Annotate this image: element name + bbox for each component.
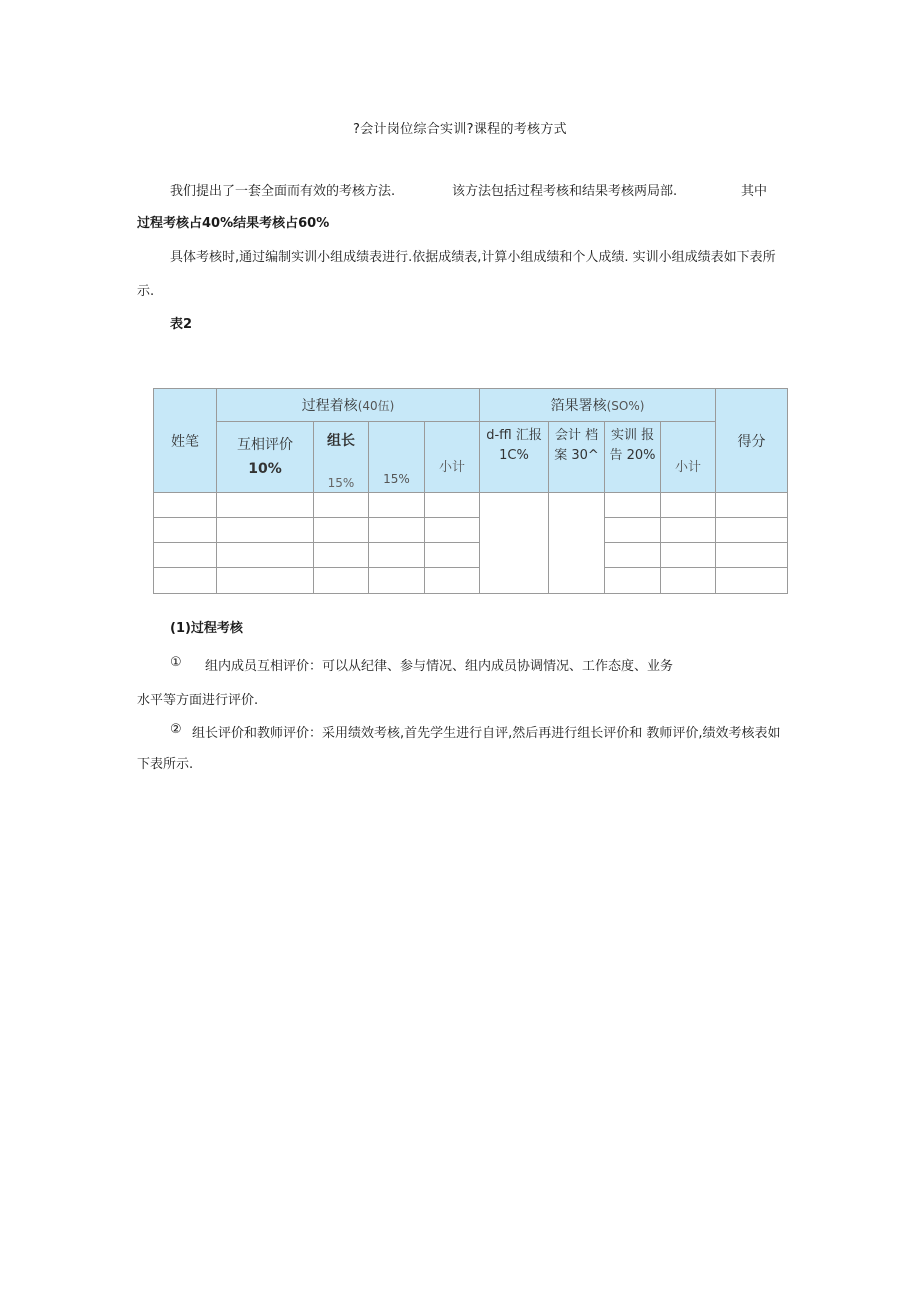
para1-part-b: 该方法包括过程考核和结果考核两局部. [452, 184, 678, 199]
table-cell[interactable] [605, 543, 661, 568]
leader-weight: 15% [327, 476, 355, 490]
report-label-line1: d-ffl 汇报 [486, 428, 542, 443]
table-cell[interactable] [154, 543, 217, 568]
process-group-label: 过程着核 [301, 398, 358, 414]
table-cell[interactable] [716, 518, 788, 543]
result-group-label: 箔果署核 [550, 398, 607, 414]
col4-header [369, 422, 425, 493]
table-cell[interactable] [314, 518, 369, 543]
table-cell[interactable] [154, 518, 217, 543]
archive-header [549, 422, 605, 493]
para1-line2: 过程考核占40%结果考核占60% [137, 216, 330, 231]
table-cell[interactable] [605, 518, 661, 543]
item2-marker: ② [170, 722, 182, 737]
training-report-line2: 告 20% [609, 448, 656, 463]
para1-part-c: 其中 [741, 184, 768, 199]
result-group-weight: (SO%) [606, 399, 645, 413]
table-cell[interactable] [154, 568, 217, 594]
table-cell[interactable] [661, 493, 716, 518]
table-cell[interactable] [217, 493, 314, 518]
table-cell[interactable] [425, 568, 480, 594]
table-row [154, 543, 788, 568]
peer-eval-weight: 10% [248, 461, 282, 477]
result-subtotal-label: 小计 [675, 460, 702, 475]
item2-line1: 组长评价和教师评价：采用绩效考核,首先学生进行自评,然后再进行组长评价和 教师评价,绩效考核表如 [192, 726, 781, 741]
process-group-header [217, 389, 480, 422]
item1-line1: 组内成员互相评价：可以从纪律、参与情况、组内成员协调情况、工作态度、业务 [205, 659, 674, 674]
process-subtotal-header [425, 422, 480, 493]
table-cell[interactable] [369, 543, 425, 568]
item1-line2: 水平等方面进行评价. [137, 693, 259, 708]
table-cell[interactable] [716, 493, 788, 518]
result-subtotal-header [661, 422, 716, 493]
table-cell[interactable] [217, 518, 314, 543]
table-cell[interactable] [661, 518, 716, 543]
process-subtotal-label: 小计 [439, 460, 466, 475]
peer-eval-label: 互相评价 [237, 437, 293, 453]
table-caption: 表2 [170, 317, 193, 332]
table-row [154, 568, 788, 594]
group-score-table [153, 388, 788, 594]
table-cell[interactable] [661, 543, 716, 568]
col4-weight: 15% [383, 472, 410, 486]
training-report-header [605, 422, 661, 493]
table-cell-merged[interactable] [549, 493, 605, 594]
table-cell[interactable] [661, 568, 716, 594]
table-cell[interactable] [314, 543, 369, 568]
archive-label-line2: 案 30^ [554, 448, 599, 463]
peer-eval-header [217, 422, 314, 493]
leader-header [314, 422, 369, 493]
para2-line1: 具体考核时,通过编制实训小组成绩表进行.依据成绩表,计算小组成绩和个人成绩. 实训小组成绩表如下表所 [170, 250, 776, 265]
para2-line2: 示. [137, 284, 155, 299]
item1-marker: ① [170, 655, 182, 670]
table-cell[interactable] [425, 543, 480, 568]
table-cell[interactable] [369, 568, 425, 594]
table-cell[interactable] [716, 568, 788, 594]
item2-line2: 下表所示. [137, 757, 194, 772]
table-cell[interactable] [217, 543, 314, 568]
table-cell[interactable] [369, 493, 425, 518]
report-header [480, 422, 549, 493]
table-cell[interactable] [716, 543, 788, 568]
table-cell-merged[interactable] [480, 493, 549, 594]
table-cell[interactable] [314, 493, 369, 518]
training-report-line1: 实训 报 [610, 428, 655, 443]
table-cell[interactable] [605, 568, 661, 594]
table-cell[interactable] [425, 518, 480, 543]
leader-label: 组长 [327, 433, 355, 449]
name-header: 姓笔 [154, 389, 217, 493]
table-row [154, 518, 788, 543]
table-cell[interactable] [425, 493, 480, 518]
archive-label-line1: 会计 档 [554, 428, 599, 443]
report-label-line2: 1C% [499, 448, 529, 463]
table-cell[interactable] [217, 568, 314, 594]
para1-part-a: 我们提出了一套全面而有效的考核方法. [170, 184, 396, 199]
process-group-weight: (40伍) [357, 399, 395, 413]
score-header: 得分 [716, 389, 788, 493]
table-cell[interactable] [154, 493, 217, 518]
table-row [154, 493, 788, 518]
section1-heading: (1)过程考核 [170, 621, 243, 636]
result-group-header [480, 389, 716, 422]
document-title: ?会计岗位综合实训?课程的考核方式 [353, 122, 567, 137]
table-cell[interactable] [605, 493, 661, 518]
table-cell[interactable] [314, 568, 369, 594]
table-cell[interactable] [369, 518, 425, 543]
